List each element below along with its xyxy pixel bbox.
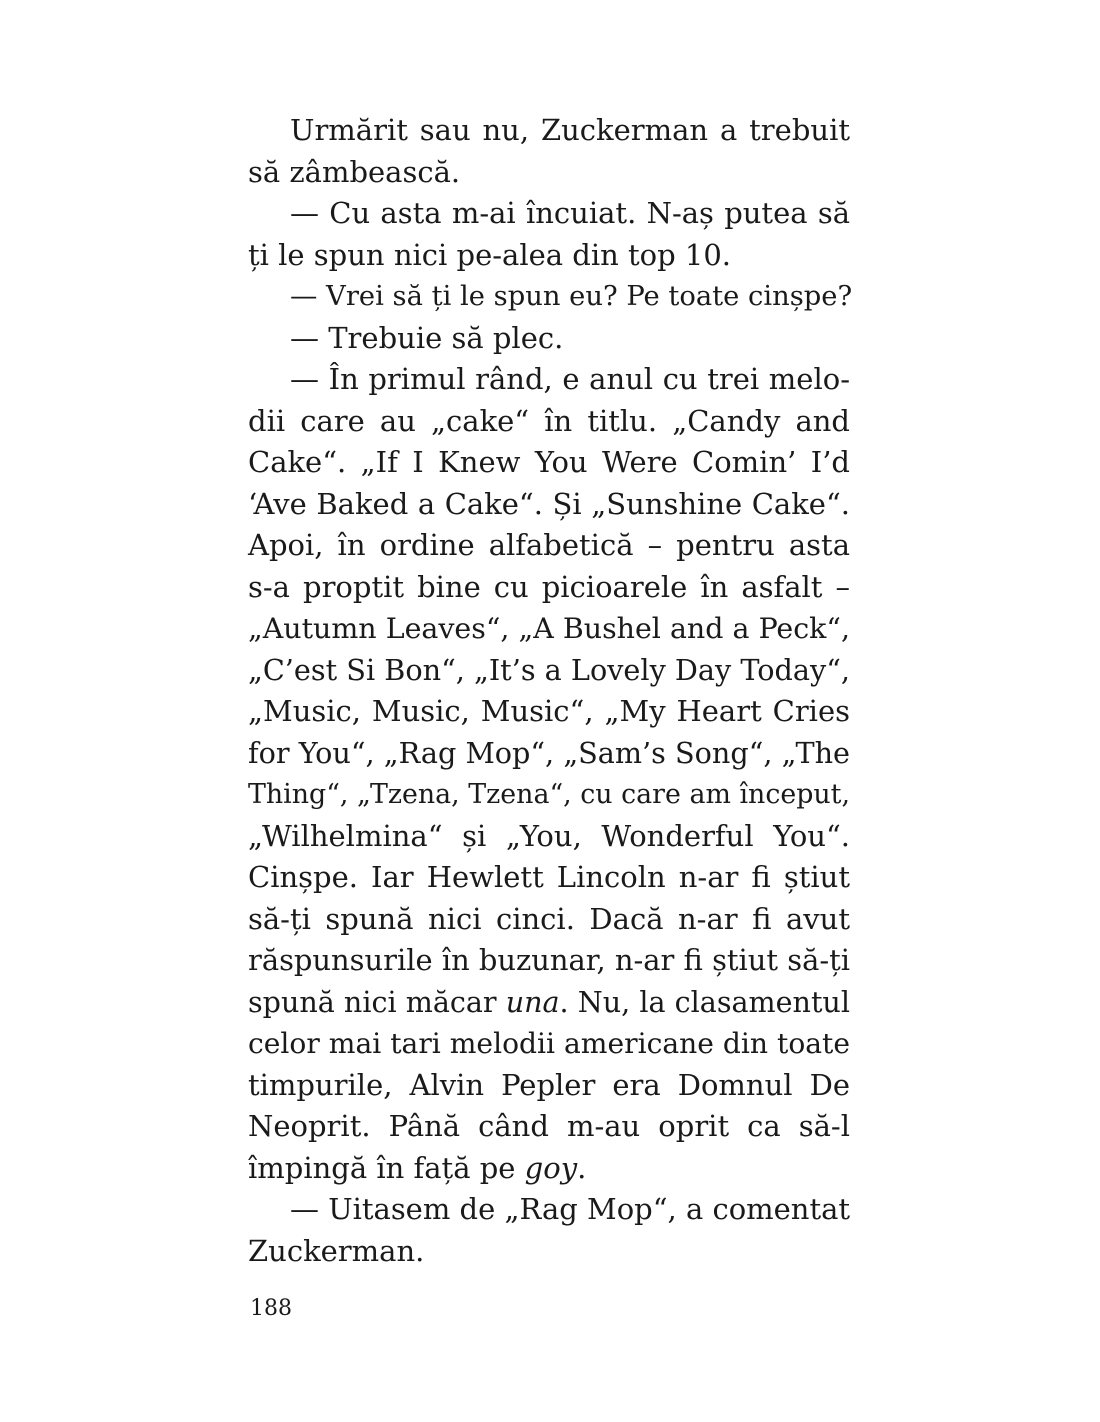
text-line: — Vrei să ți le spun eu? Pe toate cinșpe? (290, 281, 853, 312)
text-segment: spună nici măcar (248, 984, 506, 1019)
text-line: ‘Ave Baked a Cake“. Și „Sunshine Cake“. (248, 486, 850, 521)
text-line: „Wilhelmina“ și „You, Wonderful You“. (248, 818, 850, 853)
text-line: Neoprit. Până când m-au oprit ca să-l (248, 1109, 850, 1143)
text-line: răspunsurile în buzunar, n-ar fi știut să-ți (248, 943, 850, 977)
text-line: — Cu asta m-ai încuiat. N-aș putea să (290, 196, 850, 230)
text-line: Urmărit sau nu, Zuckerman a trebuit (290, 113, 850, 147)
text-segment: . (577, 1150, 587, 1185)
text-line: Zuckerman. (248, 1233, 425, 1268)
text-line: dii care au „cake“ în titlu. „Candy and (248, 403, 850, 438)
text-line: — Trebuie să plec. (290, 320, 564, 355)
text-line: timpurile, Alvin Pepler era Domnul De (248, 1067, 850, 1102)
text-line: „Autumn Leaves“, „A Bushel and a Peck“, (248, 612, 850, 645)
text-line: Thing“, „Tzena, Tzena“, cu care am început, (248, 779, 850, 810)
text-line: „Music, Music, Music“, „My Heart Cries (248, 694, 850, 728)
page-number: 188 (250, 1296, 292, 1321)
text-line (248, 1148, 850, 1190)
emphasis-text: una (505, 984, 560, 1019)
text-line: s-a proptit bine cu picioarele în asfalt – (248, 569, 850, 604)
text-line: Cinșpe. Iar Hewlett Lincoln n-ar fi știut (248, 860, 850, 894)
text-line: for You“, „Rag Mop“, „Sam’s Song“, „The (248, 735, 850, 770)
text-line (248, 982, 850, 1024)
text-line: celor mai tari melodii americane din toate (248, 1027, 850, 1060)
text-line: să zâmbească. (248, 154, 461, 189)
emphasis-text: goy (524, 1150, 578, 1185)
text-line: „C’est Si Bon“, „It’s a Lovely Day Today“, (248, 652, 850, 687)
text-segment: . Nu, la clasamentul (559, 984, 850, 1019)
text-line: ți le spun nici pe-alea din top 10. (248, 237, 732, 272)
text-line: Cake“. „If I Knew You Were Comin’ I’d (248, 445, 850, 479)
text-line: — În primul rând, e anul cu trei melo- (290, 362, 850, 396)
text-line: — Uitasem de „Rag Mop“, a comentat (290, 1192, 850, 1226)
text-line: să-ți spună nici cinci. Dacă n-ar fi avut (248, 901, 850, 936)
body-text (248, 110, 853, 1272)
text-segment: împingă în față pe (248, 1150, 525, 1185)
text-line: Apoi, în ordine alfabetică – pentru asta (248, 528, 850, 562)
